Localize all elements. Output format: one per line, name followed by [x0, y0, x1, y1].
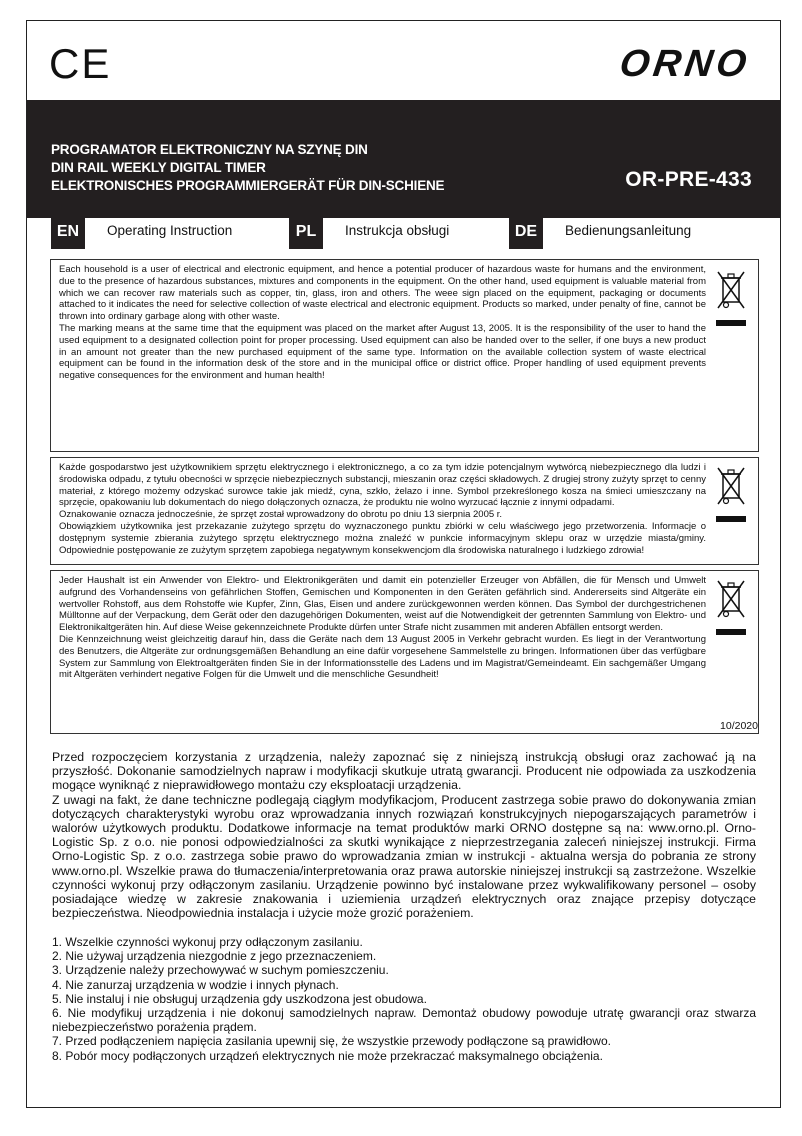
weee-de-paragraph: Jeder Haushalt ist ein Anwender von Elektro- und Elektronikgeräten und damit ein potenzieller Erzeuger von Abfällen, die für Mensch und Umwelt aufgrund des Vorhandenseins von gefährlichen Stoffen, Gemischen und Komponenten in den Geräten gefährlich sind. Andererseits sind Altgeräte ein wertvoller Rohstoff, aus dem Rohstoffe wie Kupfer, Zinn, Glas, Eisen und andere zurückgewonnen werden können. Das Symbol der durchgestrichenen Mülltonne auf der Verpackung, dem Gerät oder den dazugehörigen Dokumenten, weist auf die Notwendigkeit der getrennten Sammlung von Elektro- und Elektronikaltgeräten hin. Auf diese Weise gekennzeichnete Produkte dürfen unter Strafe nicht zusammen mit anderen Abfällen entsorgt werden.: [59, 575, 706, 634]
weee-pl-paragraph: Obowiązkiem użytkownika jest przekazanie zużytego sprzętu do wyznaczonego punktu zbiórki w celu właściwego jego przetworzenia. Informacje o dostępnym systemie zbierania zużytego sprzętu elektrycznego można znaleźć w punkcie informacyjnym sklepu oraz w urzędzie miasta/gminy. Odpowiednie postępowanie ze zużytym sprzętem zapobiega negatywnym konsekwencjom dla środowiska naturalnego i ludzkiego zdrowia!: [59, 520, 706, 556]
title-banner: [27, 100, 780, 218]
crossed-bin-icon: [716, 579, 746, 635]
title-en: DIN RAIL WEEKLY DIGITAL TIMER: [51, 160, 266, 175]
weee-notice-pl: [50, 457, 759, 565]
title-pl: PROGRAMATOR ELEKTRONICZNY NA SZYNĘ DIN: [51, 142, 368, 157]
lang-label-en: Operating Instruction: [107, 223, 233, 238]
weee-en-paragraph: The marking means at the same time that the equipment was placed on the market after August 13, 2005. It is the responsibility of the user to hand the used equipment to a designated collection point for proper processing. Used equipment can also be handed over to the seller, if one buys a new product in an amount not greater than the new purchased equipment of the same type. Information on the available collection system of waste electrical equipment can be found in the information desk of the store and in the municipal office or district office. Proper handling of used equipment prevents negative consequences for the environment and human health!: [59, 322, 706, 382]
lang-tag-en: EN: [51, 215, 85, 249]
safety-item: 5. Nie instaluj i nie obsługuj urządzenia gdy uszkodzona jest obudowa.: [52, 991, 427, 1006]
intro-paragraph: Z uwagi na fakt, że dane techniczne podlegają ciągłym modyfikacjom, Producent zastrzega sobie prawo do dokonywania zmian dotyczących charakterystyki wyrobu oraz wprowadzania innych rozwiązań konstrukcyjnych niepogarszających parametrów i walorów użytkowych produktu. Dodatkowe informacje na temat produktów marki ORNO dostępne są na: www.orno.pl. Orno-Logistic Sp. z o.o. nie ponosi odpowiedzialności za skutki wynikające z nieprzestrzegania zaleceń niniejszej instrukcji. Firma Orno-Logistic Sp. z o.o. zastrzega sobie prawo do wprowadzania zmian w instrukcji - aktualna wersja do pobrania ze strony www.orno.pl. Wszelkie prawa do tłumaczenia/interpretowania oraz prawa autorskie niniejszej instrukcji są zastrzeżone. Wszelkie czynności wykonuj przy odłączonym zasilaniu. Urządzenie powinno być instalowane przez wykwalifikowany personel – osoby posiadające wiedzę w zakresie znakowania i uziemienia urządzeń elektrycznych oraz znające przepisy dotyczące bezpieczeństwa. Nieodpowiednia instalacja i użycie może grozić porażeniem.: [52, 792, 756, 921]
lang-label-de: Bedienungsanleitung: [565, 223, 692, 238]
ce-mark: CE: [49, 40, 112, 87]
brand-logo: ORNO: [617, 43, 753, 85]
intro-paragraph: Przed rozpoczęciem korzystania z urządzenia, należy zapoznać się z niniejszą instrukcją obsługi oraz zachować ją na przyszłość. Dokonanie samodzielnych napraw i modyfikacji skutkuje utratą gwarancji. Producent nie odpowiada za uszkodzenia mogące wyniknąć z nieprawidłowego montażu czy eksploatacji urządzenia.: [52, 750, 756, 793]
lang-label-pl: Instrukcja obsługi: [345, 223, 450, 238]
intro-text: [52, 750, 756, 920]
lang-tag-de: DE: [509, 215, 543, 249]
safety-item: 7. Przed podłączeniem napięcia zasilania upewnij się, że wszystkie przewody podłączone są prawidłowo.: [52, 1034, 611, 1049]
safety-item: 2. Nie używaj urządzenia niezgodnie z jego przeznaczeniem.: [52, 949, 377, 964]
weee-notice-en: [50, 259, 759, 452]
safety-list: [52, 935, 756, 1063]
weee-de-paragraph: Die Kennzeichnung weist gleichzeitig darauf hin, dass die Geräte nach dem 13 August 2005 in Verkehr gebracht wurden. Es liegt in der Verantwortung des Benutzers, die Altgeräte zur ordnungsgemäßen Behandlung an eine dafür vorgesehene Sammelstelle zu bringen. Informationen über das verfügbare System zur Sammlung von Elektroaltgeräten finden Sie in der Informationsstelle des Ladens und im Magistrat/Gemeindeamt. Ein sachgemäßer Umgang mit Altgeräten verhindert negative Folgen für die Umwelt und die menschliche Gesundheit!: [59, 633, 706, 681]
lang-tag-pl: PL: [289, 215, 323, 249]
safety-item: 3. Urządzenie należy przechowywać w suchym pomieszczeniu.: [52, 963, 389, 978]
weee-en-paragraph: Each household is a user of electrical and electronic equipment, and hence a potential producer of hazardous waste for humans and the environment, due to the presence of hazardous substances, mixtures and components in the equipment. On the other hand, used equipment is valuable material from which we can recover raw materials such as copper, tin, glass, iron and others. The weee sign placed on the equipment, packaging or documents attached to it indicates the need for selective collection of waste electrical and electronic equipment. Products so marked, under penalty of fine, cannot be thrown into ordinary garbage along with other waste.: [59, 264, 706, 323]
safety-item: 6. Nie modyfikuj urządzenia i nie dokonuj samodzielnych napraw. Demontaż obudowy powoduje utratę gwarancji oraz stwarza niebezpieczeństwo porażenia prądem.: [52, 1006, 756, 1035]
model-number: OR-PRE-433: [625, 168, 752, 191]
revision-date: 10/2020: [720, 720, 758, 732]
crossed-bin-icon: [716, 270, 746, 326]
safety-item: 1. Wszelkie czynności wykonuj przy odłączonym zasilaniu.: [52, 935, 363, 949]
weee-notice-de: [50, 570, 759, 734]
safety-item: 4. Nie zanurzaj urządzenia w wodzie i innych płynach.: [52, 977, 339, 992]
weee-pl-paragraph: Każde gospodarstwo jest użytkownikiem sprzętu elektrycznego i elektronicznego, a co za tym idzie potencjalnym wytwórcą niebezpiecznego dla ludzi i środowiska odpadu, z tytułu obecności w sprzęcie niebezpiecznych substancji, mieszanin oraz części składowych. Z drugiej strony zużyty sprzęt to cenny materiał, z którego możemy odzyskać surowce takie jak miedź, cyna, szkło, żelazo i inne. Symbol przekreślonego kosza na śmieci umieszczany na sprzęcie, opakowaniu lub dokumentach do niego dołączonych oznacza, że produktu nie wolno wyrzucać łącznie z innymi odpadami.: [59, 462, 706, 509]
safety-item: 8. Pobór mocy podłączonych urządzeń elektrycznych nie może przekraczać maksymalnego obciążenia.: [52, 1048, 603, 1063]
title-de: ELEKTRONISCHES PROGRAMMIERGERÄT FÜR DIN-SCHIENE: [51, 178, 445, 193]
crossed-bin-icon: [716, 466, 746, 522]
language-bar: [27, 215, 780, 249]
weee-pl-paragraph: Oznakowanie oznacza jednocześnie, że sprzęt został wprowadzony do obrotu po dniu 13 sierpnia 2005 r.: [59, 509, 503, 521]
